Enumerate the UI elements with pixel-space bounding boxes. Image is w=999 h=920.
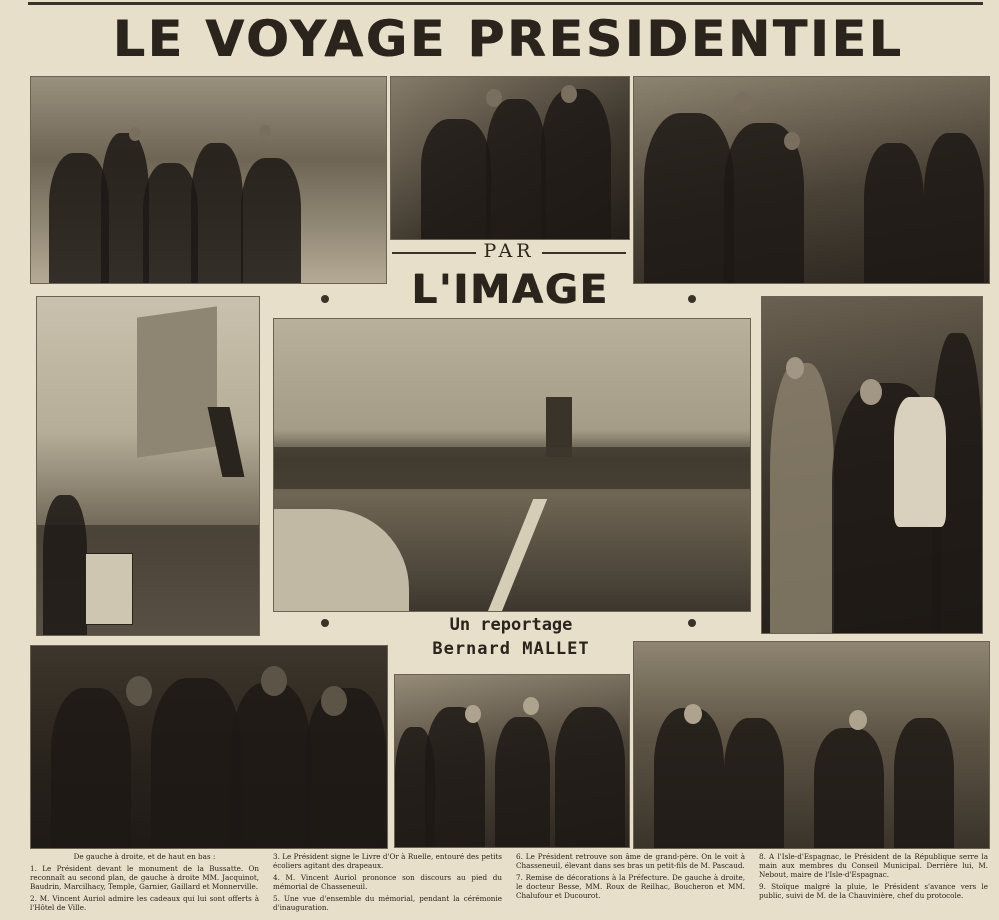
caption-column: [759, 852, 988, 918]
photo-captions: [30, 852, 988, 918]
caption-item: 8. A l'Isle-d'Espagnac, le Président de la République serre la main aux membres du Conseil Municipal. Derrière lui, M. Nebout, maire de l'Isle-d'Espagnac.: [759, 852, 988, 879]
photo-7-decorations-prefecture: [30, 645, 388, 849]
photo-2-gifts-town-hall: [390, 76, 630, 240]
ornament-dot: [321, 619, 329, 627]
caption-item: 7. Remise de décorations à la Préfecture. De gauche à droite, le docteur Besse, MM. Roux de Reilhac, Boucheron et MM. Chalufour et Ducourot.: [516, 873, 745, 900]
caption-item: 9. Stoïque malgré la pluie, le Président s'avance vers le public, suivi de M. de la Chauvinière, chef du protocole.: [759, 882, 988, 900]
ornament-dot: [688, 295, 696, 303]
photo-6-grandchild-chasseneuil: [761, 296, 983, 634]
top-rule: [28, 2, 983, 5]
caption-item: 3. Le Président signe le Livre d'Or à Ruelle, entouré des petits écoliers agitant des drapeaux.: [273, 852, 502, 870]
subhead-image: L'IMAGE: [411, 267, 609, 313]
credit-line-1: Un reportage: [449, 615, 573, 635]
credit-line-2: Bernard MALLET: [432, 639, 590, 659]
ornament-dot: [321, 295, 329, 303]
caption-item: 5. Une vue d'ensemble du mémorial, pendant la cérémonie d'inauguration.: [273, 894, 502, 912]
caption-item: 2. M. Vincent Auriol admire les cadeaux qui lui sont offerts à l'Hôtel de Ville.: [30, 894, 259, 912]
photo-3-golden-book-ruelle: [633, 76, 990, 284]
caption-column: [30, 852, 259, 918]
photo-4-speech-chasseneuil: [36, 296, 260, 636]
photo-9-president-in-rain: [633, 641, 990, 849]
headline: LE VOYAGE PRESIDENTIEL: [112, 10, 904, 68]
subhead-par: PAR: [483, 240, 535, 262]
caption-item: 1. Le Président devant le monument de la Bussatte. On reconnaît au second plan, de gauche à droite MM. Jacquinot, Baudrin, Marcilhacy, Temple, Garnier, Gaillard et Monnerville.: [30, 864, 259, 891]
caption-item: 4. M. Vincent Auriol prononce son discours au pied du mémorial de Chasseneuil.: [273, 873, 502, 891]
par-rule-right: [542, 252, 626, 254]
caption-column: [273, 852, 502, 918]
ornament-dot: [688, 619, 696, 627]
photo-1-bussatte-monument: [30, 76, 387, 284]
photo-5-memorial-inauguration: [273, 318, 751, 612]
photo-8-isle-espagnac-council: [394, 674, 630, 848]
caption-item: 6. Le Président retrouve son âme de grand-père. On le voit à Chasseneuil, élevant dans ses bras un petit-fils de M. Pascaud.: [516, 852, 745, 870]
caption-column: [516, 852, 745, 918]
caption-intro: De gauche à droite, et de haut en bas :: [73, 852, 216, 861]
